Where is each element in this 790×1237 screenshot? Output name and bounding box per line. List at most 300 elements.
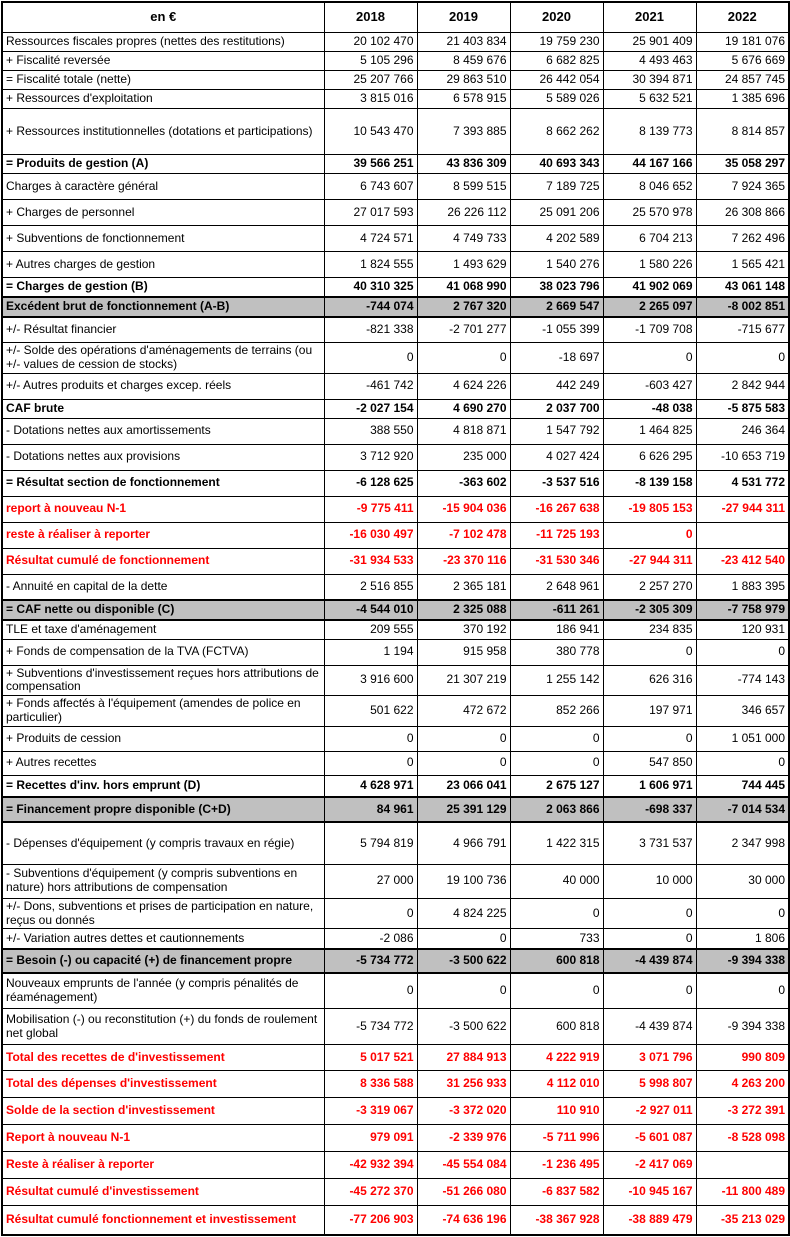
row-label: + Autres recettes <box>2 751 324 775</box>
value-cell: -698 337 <box>603 797 696 822</box>
header-year-2018: 2018 <box>324 2 417 33</box>
value-cell: 235 000 <box>417 444 510 470</box>
value-cell: 2 365 181 <box>417 574 510 600</box>
row-label: Ressources fiscales propres (nettes des restitutions) <box>2 33 324 52</box>
value-cell: 0 <box>603 522 696 548</box>
table-row <box>2 470 789 496</box>
value-cell: 472 672 <box>417 696 510 727</box>
value-cell: 4 624 226 <box>417 373 510 399</box>
value-cell: -27 944 311 <box>603 548 696 574</box>
value-cell: 733 <box>510 929 603 949</box>
value-cell: 10 543 470 <box>324 109 417 155</box>
value-cell: 1 493 629 <box>417 252 510 278</box>
value-cell: 2 516 855 <box>324 574 417 600</box>
value-cell: 0 <box>417 726 510 751</box>
value-cell: -18 697 <box>510 343 603 374</box>
table-row <box>2 200 789 226</box>
value-cell: 5 589 026 <box>510 90 603 109</box>
value-cell: 626 316 <box>603 665 696 696</box>
table-row <box>2 1152 789 1179</box>
table-row <box>2 1179 789 1206</box>
row-label: + Subventions d'investissement reçues hors attributions de compensation <box>2 665 324 696</box>
value-cell: -19 805 153 <box>603 496 696 522</box>
value-cell: 2 675 127 <box>510 775 603 797</box>
row-label: TLE et taxe d'aménagement <box>2 620 324 639</box>
value-cell: 0 <box>603 973 696 1009</box>
value-cell: 547 850 <box>603 751 696 775</box>
value-cell: 2 265 097 <box>603 297 696 317</box>
value-cell: 4 493 463 <box>603 52 696 71</box>
value-cell: 21 307 219 <box>417 665 510 696</box>
row-label: +/- Variation autres dettes et cautionnements <box>2 929 324 949</box>
table-row <box>2 1071 789 1098</box>
value-cell: 6 682 825 <box>510 52 603 71</box>
table-row <box>2 548 789 574</box>
value-cell: 852 266 <box>510 696 603 727</box>
value-cell: -2 339 976 <box>417 1125 510 1152</box>
value-cell: -5 734 772 <box>324 1009 417 1045</box>
value-cell: -11 725 193 <box>510 522 603 548</box>
value-cell: 27 884 913 <box>417 1045 510 1071</box>
value-cell: 5 632 521 <box>603 90 696 109</box>
table-row <box>2 174 789 200</box>
row-label: Résultat cumulé de fonctionnement <box>2 548 324 574</box>
value-cell: 25 901 409 <box>603 33 696 52</box>
value-cell: 2 257 270 <box>603 574 696 600</box>
table-row <box>2 90 789 109</box>
value-cell: -715 677 <box>696 317 789 343</box>
table-row <box>2 696 789 727</box>
value-cell: 5 794 819 <box>324 822 417 864</box>
value-cell: -2 086 <box>324 929 417 949</box>
value-cell: -1 709 708 <box>603 317 696 343</box>
value-cell: -31 934 533 <box>324 548 417 574</box>
value-cell: -3 500 622 <box>417 1009 510 1045</box>
row-label: = Financement propre disponible (C+D) <box>2 797 324 822</box>
value-cell: 7 924 365 <box>696 174 789 200</box>
financial-table <box>1 1 790 1236</box>
table-row <box>2 252 789 278</box>
value-cell: 0 <box>603 898 696 929</box>
value-cell: 442 249 <box>510 373 603 399</box>
value-cell: 19 100 736 <box>417 864 510 898</box>
value-cell: 0 <box>417 343 510 374</box>
table-row <box>2 109 789 155</box>
table-row <box>2 973 789 1009</box>
value-cell: -4 544 010 <box>324 600 417 620</box>
value-cell: 0 <box>324 726 417 751</box>
value-cell: 25 207 766 <box>324 71 417 90</box>
value-cell: 23 066 041 <box>417 775 510 797</box>
value-cell: 24 857 745 <box>696 71 789 90</box>
value-cell: 5 676 669 <box>696 52 789 71</box>
value-cell: 110 910 <box>510 1098 603 1125</box>
row-label: = Besoin (-) ou capacité (+) de financement propre <box>2 949 324 973</box>
value-cell: -603 427 <box>603 373 696 399</box>
value-cell: 186 941 <box>510 620 603 639</box>
value-cell: -3 272 391 <box>696 1098 789 1125</box>
value-cell: 44 167 166 <box>603 155 696 174</box>
value-cell: 4 112 010 <box>510 1071 603 1098</box>
value-cell: 2 669 547 <box>510 297 603 317</box>
value-cell: 31 256 933 <box>417 1071 510 1098</box>
table-row <box>2 343 789 374</box>
value-cell: 0 <box>324 898 417 929</box>
value-cell: -3 500 622 <box>417 949 510 973</box>
value-cell: 6 626 295 <box>603 444 696 470</box>
value-cell: 26 226 112 <box>417 200 510 226</box>
row-label: + Fonds de compensation de la TVA (FCTVA) <box>2 639 324 665</box>
row-label: - Dotations nettes aux provisions <box>2 444 324 470</box>
value-cell: 3 712 920 <box>324 444 417 470</box>
value-cell: -45 554 084 <box>417 1152 510 1179</box>
value-cell: 8 336 588 <box>324 1071 417 1098</box>
value-cell: 40 000 <box>510 864 603 898</box>
row-label: Report à nouveau N-1 <box>2 1125 324 1152</box>
value-cell: -11 800 489 <box>696 1179 789 1206</box>
row-label: - Dépenses d'équipement (y compris travaux en régie) <box>2 822 324 864</box>
value-cell: 4 263 200 <box>696 1071 789 1098</box>
value-cell <box>696 522 789 548</box>
value-cell: 1 385 696 <box>696 90 789 109</box>
value-cell: 8 814 857 <box>696 109 789 155</box>
table-row <box>2 317 789 343</box>
value-cell: -461 742 <box>324 373 417 399</box>
value-cell: -42 932 394 <box>324 1152 417 1179</box>
value-cell: 2 063 866 <box>510 797 603 822</box>
table-row <box>2 33 789 52</box>
value-cell: 26 308 866 <box>696 200 789 226</box>
value-cell: 8 662 262 <box>510 109 603 155</box>
value-cell: 1 806 <box>696 929 789 949</box>
value-cell: 0 <box>603 929 696 949</box>
table-row <box>2 52 789 71</box>
table-row <box>2 726 789 751</box>
table-row <box>2 444 789 470</box>
value-cell: 39 566 251 <box>324 155 417 174</box>
value-cell: 8 139 773 <box>603 109 696 155</box>
value-cell: 2 347 998 <box>696 822 789 864</box>
table-body <box>2 33 789 1235</box>
value-cell: 0 <box>417 751 510 775</box>
value-cell: -744 074 <box>324 297 417 317</box>
value-cell: -4 439 874 <box>603 1009 696 1045</box>
value-cell: -23 370 116 <box>417 548 510 574</box>
value-cell: 84 961 <box>324 797 417 822</box>
value-cell: 26 442 054 <box>510 71 603 90</box>
value-cell: 4 628 971 <box>324 775 417 797</box>
value-cell: -16 030 497 <box>324 522 417 548</box>
table-row <box>2 1125 789 1152</box>
row-label: Total des recettes de d'investissement <box>2 1045 324 1071</box>
value-cell: 4 531 772 <box>696 470 789 496</box>
value-cell: 990 809 <box>696 1045 789 1071</box>
value-cell: 246 364 <box>696 418 789 444</box>
table-row <box>2 751 789 775</box>
value-cell: 41 902 069 <box>603 278 696 297</box>
row-label: Résultat cumulé fonctionnement et investissement <box>2 1206 324 1235</box>
value-cell: 27 000 <box>324 864 417 898</box>
value-cell: 0 <box>510 726 603 751</box>
value-cell: 7 262 496 <box>696 226 789 252</box>
value-cell: -5 875 583 <box>696 399 789 418</box>
value-cell: 4 690 270 <box>417 399 510 418</box>
value-cell: 4 724 571 <box>324 226 417 252</box>
row-label: Mobilisation (-) ou reconstitution (+) du fonds de roulement net global <box>2 1009 324 1045</box>
value-cell: 8 459 676 <box>417 52 510 71</box>
value-cell: 600 818 <box>510 1009 603 1045</box>
table-row <box>2 600 789 620</box>
row-label: Nouveaux emprunts de l'année (y compris pénalités de réaménagement) <box>2 973 324 1009</box>
value-cell: 8 046 652 <box>603 174 696 200</box>
value-cell: -1 055 399 <box>510 317 603 343</box>
row-label: + Autres charges de gestion <box>2 252 324 278</box>
row-label: + Charges de personnel <box>2 200 324 226</box>
value-cell: -3 537 516 <box>510 470 603 496</box>
value-cell: 1 194 <box>324 639 417 665</box>
table-row <box>2 496 789 522</box>
row-label: + Fonds affectés à l'équipement (amendes de police en particulier) <box>2 696 324 727</box>
value-cell: -5 601 087 <box>603 1125 696 1152</box>
row-label: = CAF nette ou disponible (C) <box>2 600 324 620</box>
value-cell: -8 528 098 <box>696 1125 789 1152</box>
value-cell: 744 445 <box>696 775 789 797</box>
value-cell: 0 <box>417 973 510 1009</box>
value-cell: 915 958 <box>417 639 510 665</box>
value-cell: 5 998 807 <box>603 1071 696 1098</box>
value-cell: -2 305 309 <box>603 600 696 620</box>
value-cell: -8 002 851 <box>696 297 789 317</box>
value-cell: -2 027 154 <box>324 399 417 418</box>
value-cell: 20 102 470 <box>324 33 417 52</box>
table-row <box>2 297 789 317</box>
value-cell: 0 <box>510 898 603 929</box>
table-row <box>2 1098 789 1125</box>
value-cell: 4 749 733 <box>417 226 510 252</box>
value-cell: 0 <box>696 639 789 665</box>
value-cell: 234 835 <box>603 620 696 639</box>
row-label: reste à réaliser à reporter <box>2 522 324 548</box>
value-cell: 27 017 593 <box>324 200 417 226</box>
value-cell: 1 051 000 <box>696 726 789 751</box>
table-row <box>2 775 789 797</box>
value-cell: 1 464 825 <box>603 418 696 444</box>
value-cell: 30 000 <box>696 864 789 898</box>
row-label: Charges à caractère général <box>2 174 324 200</box>
table-row <box>2 71 789 90</box>
value-cell: -2 417 069 <box>603 1152 696 1179</box>
row-label: Résultat cumulé d'investissement <box>2 1179 324 1206</box>
value-cell: -8 139 158 <box>603 470 696 496</box>
value-cell: 370 192 <box>417 620 510 639</box>
value-cell <box>696 1152 789 1179</box>
value-cell: 2 767 320 <box>417 297 510 317</box>
row-label: - Dotations nettes aux amortissements <box>2 418 324 444</box>
value-cell: -6 837 582 <box>510 1179 603 1206</box>
row-label: +/- Autres produits et charges excep. réels <box>2 373 324 399</box>
row-label: = Fiscalité totale (nette) <box>2 71 324 90</box>
value-cell: -31 530 346 <box>510 548 603 574</box>
table-row <box>2 1009 789 1045</box>
value-cell: 4 966 791 <box>417 822 510 864</box>
value-cell: 29 863 510 <box>417 71 510 90</box>
value-cell: -3 372 020 <box>417 1098 510 1125</box>
value-cell: 0 <box>696 343 789 374</box>
header-row <box>2 2 789 33</box>
value-cell: -3 319 067 <box>324 1098 417 1125</box>
value-cell: -45 272 370 <box>324 1179 417 1206</box>
table-row <box>2 949 789 973</box>
header-year-2021: 2021 <box>603 2 696 33</box>
table-row <box>2 278 789 297</box>
value-cell: 1 606 971 <box>603 775 696 797</box>
value-cell: 3 916 600 <box>324 665 417 696</box>
value-cell: 346 657 <box>696 696 789 727</box>
value-cell: 4 202 589 <box>510 226 603 252</box>
value-cell: -7 758 979 <box>696 600 789 620</box>
value-cell: -51 266 080 <box>417 1179 510 1206</box>
value-cell: 120 931 <box>696 620 789 639</box>
table-row <box>2 373 789 399</box>
value-cell: 6 578 915 <box>417 90 510 109</box>
value-cell: 25 570 978 <box>603 200 696 226</box>
value-cell: 1 565 421 <box>696 252 789 278</box>
table-row <box>2 1045 789 1071</box>
table-row <box>2 822 789 864</box>
table-row <box>2 620 789 639</box>
value-cell: -774 143 <box>696 665 789 696</box>
row-label: + Produits de cession <box>2 726 324 751</box>
table-row <box>2 155 789 174</box>
value-cell: 380 778 <box>510 639 603 665</box>
value-cell: -7 102 478 <box>417 522 510 548</box>
value-cell: 8 599 515 <box>417 174 510 200</box>
value-cell: -5 734 772 <box>324 949 417 973</box>
value-cell: 0 <box>603 726 696 751</box>
value-cell: 19 759 230 <box>510 33 603 52</box>
row-label: = Résultat section de fonctionnement <box>2 470 324 496</box>
value-cell: 25 391 129 <box>417 797 510 822</box>
value-cell: 25 091 206 <box>510 200 603 226</box>
value-cell: 0 <box>696 751 789 775</box>
value-cell: -10 653 719 <box>696 444 789 470</box>
row-label: = Recettes d'inv. hors emprunt (D) <box>2 775 324 797</box>
table-row <box>2 929 789 949</box>
row-label: CAF brute <box>2 399 324 418</box>
row-label: +/- Solde des opérations d'aménagements de terrains (ou +/- values de cession de stocks) <box>2 343 324 374</box>
value-cell: 40 693 343 <box>510 155 603 174</box>
value-cell: 6 704 213 <box>603 226 696 252</box>
value-cell: 1 883 395 <box>696 574 789 600</box>
value-cell: 38 023 796 <box>510 278 603 297</box>
value-cell: -363 602 <box>417 470 510 496</box>
value-cell: 2 648 961 <box>510 574 603 600</box>
value-cell: 0 <box>510 751 603 775</box>
value-cell: 388 550 <box>324 418 417 444</box>
value-cell: -9 394 338 <box>696 1009 789 1045</box>
value-cell: 0 <box>324 973 417 1009</box>
value-cell: 979 091 <box>324 1125 417 1152</box>
row-label: Solde de la section d'investissement <box>2 1098 324 1125</box>
value-cell: 0 <box>324 751 417 775</box>
row-label: Reste à réaliser à reporter <box>2 1152 324 1179</box>
row-label: - Subventions d'équipement (y compris subventions en nature) hors attributions de compensation <box>2 864 324 898</box>
table-row <box>2 418 789 444</box>
value-cell: 3 815 016 <box>324 90 417 109</box>
value-cell: 197 971 <box>603 696 696 727</box>
value-cell: -16 267 638 <box>510 496 603 522</box>
value-cell: -35 213 029 <box>696 1206 789 1235</box>
header-year-2022: 2022 <box>696 2 789 33</box>
value-cell: -821 338 <box>324 317 417 343</box>
value-cell: -15 904 036 <box>417 496 510 522</box>
value-cell: 1 540 276 <box>510 252 603 278</box>
value-cell: -10 945 167 <box>603 1179 696 1206</box>
value-cell: -9 394 338 <box>696 949 789 973</box>
value-cell: 2 842 944 <box>696 373 789 399</box>
value-cell: -5 711 996 <box>510 1125 603 1152</box>
table-row <box>2 639 789 665</box>
table-row <box>2 665 789 696</box>
value-cell: 600 818 <box>510 949 603 973</box>
value-cell: 10 000 <box>603 864 696 898</box>
value-cell: -611 261 <box>510 600 603 620</box>
table-row <box>2 226 789 252</box>
value-cell: -2 701 277 <box>417 317 510 343</box>
table-row <box>2 797 789 822</box>
value-cell: 43 836 309 <box>417 155 510 174</box>
table-row <box>2 898 789 929</box>
value-cell: 43 061 148 <box>696 278 789 297</box>
value-cell: 19 181 076 <box>696 33 789 52</box>
value-cell: 5 017 521 <box>324 1045 417 1071</box>
value-cell: 3 731 537 <box>603 822 696 864</box>
value-cell: 21 403 834 <box>417 33 510 52</box>
value-cell: 41 068 990 <box>417 278 510 297</box>
row-label: Total des dépenses d'investissement <box>2 1071 324 1098</box>
value-cell: 4 818 871 <box>417 418 510 444</box>
value-cell: -23 412 540 <box>696 548 789 574</box>
value-cell: 40 310 325 <box>324 278 417 297</box>
header-year-2019: 2019 <box>417 2 510 33</box>
row-label: Excédent brut de fonctionnement (A-B) <box>2 297 324 317</box>
value-cell: -1 236 495 <box>510 1152 603 1179</box>
row-label: + Fiscalité reversée <box>2 52 324 71</box>
value-cell: 209 555 <box>324 620 417 639</box>
table-row <box>2 1206 789 1235</box>
value-cell: 1 422 315 <box>510 822 603 864</box>
value-cell: -27 944 311 <box>696 496 789 522</box>
value-cell: -38 367 928 <box>510 1206 603 1235</box>
value-cell: 6 743 607 <box>324 174 417 200</box>
table-row <box>2 522 789 548</box>
value-cell: -48 038 <box>603 399 696 418</box>
value-cell: 35 058 297 <box>696 155 789 174</box>
row-label: +/- Résultat financier <box>2 317 324 343</box>
value-cell: -77 206 903 <box>324 1206 417 1235</box>
value-cell: 501 622 <box>324 696 417 727</box>
value-cell: 1 580 226 <box>603 252 696 278</box>
value-cell: 7 189 725 <box>510 174 603 200</box>
value-cell: 0 <box>603 343 696 374</box>
value-cell: 4 222 919 <box>510 1045 603 1071</box>
value-cell: 1 824 555 <box>324 252 417 278</box>
value-cell: 0 <box>324 343 417 374</box>
row-label: - Annuité en capital de la dette <box>2 574 324 600</box>
header-year-2020: 2020 <box>510 2 603 33</box>
value-cell: 5 105 296 <box>324 52 417 71</box>
row-label: +/- Dons, subventions et prises de participation en nature, reçus ou donnés <box>2 898 324 929</box>
